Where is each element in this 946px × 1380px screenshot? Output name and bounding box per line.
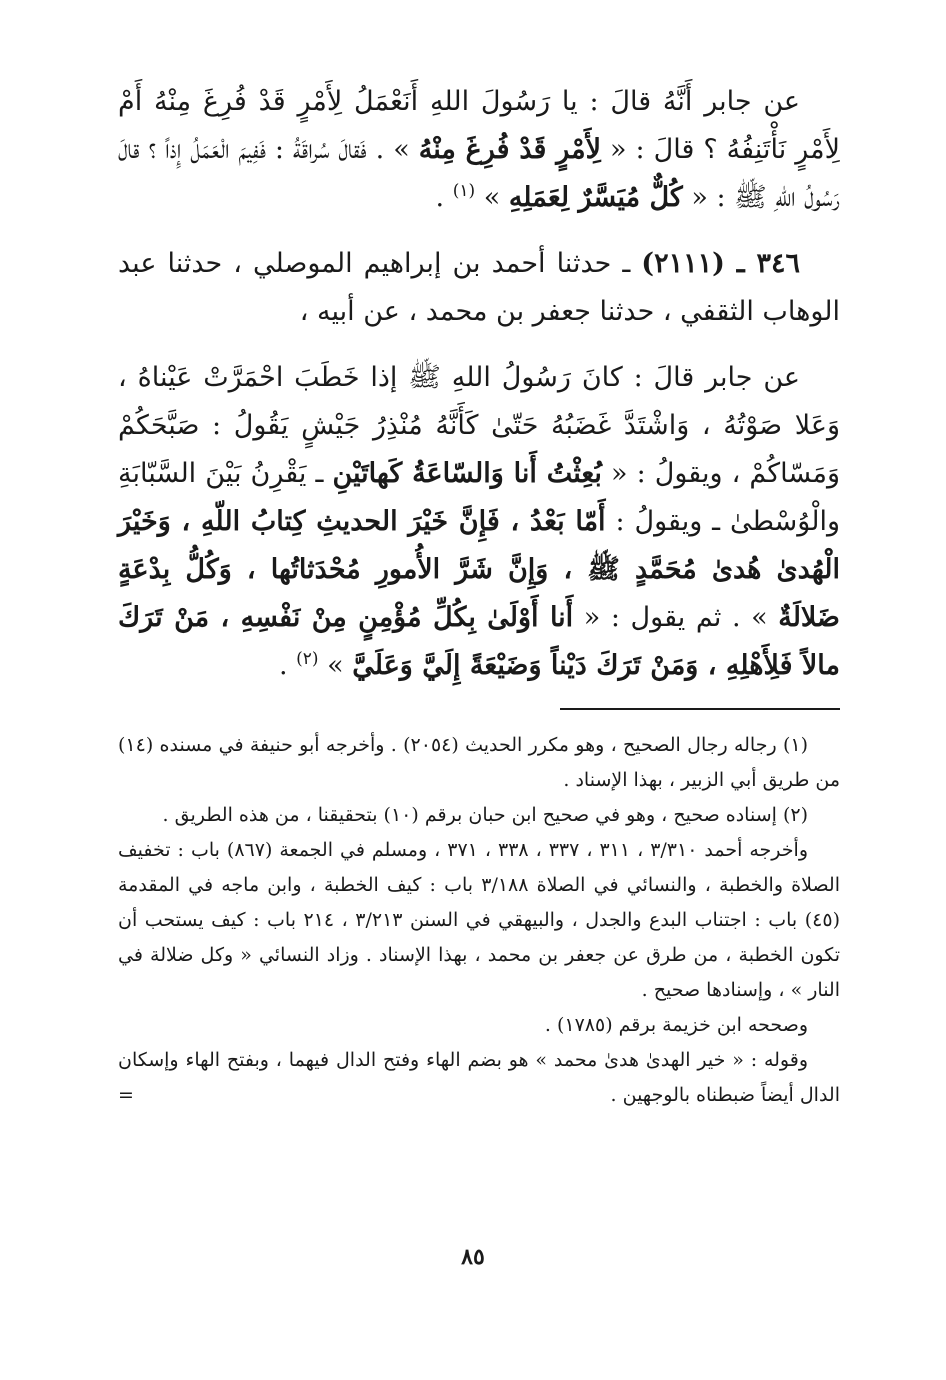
text-span: عبد الوهاب الثقفي ، حدثنا جعفر بن محمد ، عن أبيه ، <box>118 248 840 327</box>
hadith-345-text <box>118 78 840 222</box>
footnote-2-takhrij: وأخرجه أحمد ٣/٣١٠ ، ٣١١ ، ٣٣٧ ، ٣٣٨ ، ٣٧١ ، ومسلم في الجمعة (٨٦٧) باب : تخفيف الصلاة والخطبة ، والنسائي في الصلاة ٣/١٨٨ باب : كيف الخطبة ، وابن ماجه في المقدمة (٤٥) باب : اجتناب البدع والجدل ، والبيهقي في السنن ٣/٢١٣ ، ٢١٤ باب : كيف يستحب أن تكون الخطبة ، من طرق عن جعفر بن محمد ، بهذا الإسناد . وزاد النسائي « وكل ضلالة في النار » ، وإسنادها صحيح . <box>118 839 840 1001</box>
text-span: قالَ رَسُولُ اللهِ ﷺ : « <box>118 134 840 213</box>
text-span: . <box>435 182 453 213</box>
hadith-paragraph <box>118 354 840 690</box>
continuation-mark: = <box>118 1084 134 1106</box>
prophetic-speech: لِأَمْرٍ قَدْ فُرِغَ مِنْهُ <box>418 134 602 165</box>
prophetic-speech: أَنا أَوْلَىٰ بِكُلِّ مُؤْمِنٍ مِنْ نَفْسِهِ ، مَنْ تَرَكَ مالاً فَلِأَهْلِهِ ، وَمَنْ تَرَكَ دَيْناً وَضَيْعَةً إِلَيَّ وَعَلَيَّ <box>118 602 840 681</box>
text-span: » <box>483 182 509 213</box>
hadith-346-isnad <box>118 240 840 336</box>
prophetic-speech: أَمّا بَعْدُ ، فَإِنَّ خَيْرَ الحديثِ كِتابُ اللّهِ ، وَخَيْرَ الْهُدىٰ هُدىٰ مُحَمَّدٍ ﷺ ، وَإِنَّ شَرَّ الأُمورِ مُحْدَثاتُها ، وَكُلُّ بِدْعَةٍ ضَلالَةٌ <box>118 506 840 633</box>
footnote-2-tashih: وصححه ابن خزيمة برقم (١٧٨٥) . <box>544 1014 808 1036</box>
text-span: ـ حدثنا أحمد بن إبراهيم الموصلي ، حدثنا <box>167 248 642 279</box>
separator-line <box>560 708 840 710</box>
page-number: ٨٥ <box>461 1244 485 1270</box>
footnotes <box>118 728 840 1113</box>
footnote-1: (١) رجاله رجال الصحيح ، وهو مكرر الحديث (٢٠٥٤) . وأخرجه أبو حنيفة في مسنده (١٤) من طريق أبي الزبير ، بهذا الإسناد . <box>118 734 840 791</box>
text-span: » <box>327 650 353 681</box>
text-span: وقوله : « خير الهدىٰ هدىٰ محمد » هو بضم الهاء وفتح الدال فيهما ، وبفتح الهاء وإسكان الدال أيضاً ضبطناه بالوجهين . <box>118 1049 840 1106</box>
text-span: عن جابر قالَ : كانَ رَسُولُ اللهِ ﷺ إذا خَطَبَ احْمَرَّتْ عَيْناهُ ، وَعَلا صَوْتُهُ ، وَاشْتَدَّ غَضَبُهُ حَتّىٰ كَأَنَّهُ مُنْذِرُ جَيْشٍ يَقُولُ : صَبَّحَكُمْ وَمَسّاكُمْ ، ويقولُ : « <box>118 362 840 489</box>
text-span: عن جابر أَنَّهُ قالَ : يا رَسُولَ اللهِ أَنَعْمَلُ لِأَمْرٍ قَدْ فُرِغَ مِنْهُ أَمْ لِأَمْرٍ <box>118 86 840 165</box>
text-span: . <box>278 650 297 681</box>
main-text <box>118 78 840 690</box>
hadith-number: ٣٤٦ ـ (٢١١١) <box>641 248 800 279</box>
text-span: » . ثم يقول : « <box>573 602 779 633</box>
text-span: ـ يَقْرِنُ بَيْنَ السَّبّابَةِ والْوُسْطىٰ ـ ويقولُ : <box>118 458 841 537</box>
footnote-2-comment <box>118 1043 840 1113</box>
isnad-paragraph <box>118 240 840 336</box>
footnote-ref: (١) <box>452 181 476 201</box>
hadith-346-text <box>118 354 840 690</box>
prophetic-speech: بُعِثْتُ أَنا وَالسّاعَةُ كَهاتَيْنِ <box>332 458 602 489</box>
prophetic-speech: كُلٌّ مُيَسَّرٌ لِعَمَلِهِ <box>508 182 683 213</box>
footnote-ref: (٢) <box>296 649 319 669</box>
hadith-paragraph <box>118 78 840 222</box>
text-span: نَأْتَنِفُهُ ؟ قالَ : « <box>601 134 787 165</box>
footnote-2: (٢) إسناده صحيح ، وهو في صحيح ابن حبان برقم (١٠) بتحقيقنا ، من هذه الطريق . <box>162 804 808 826</box>
page-body <box>118 78 840 1113</box>
text-span: » . فَقالَ سُراقَةُ : فَفِيمَ الْعَمَلُ إِذاً ؟ <box>148 134 419 165</box>
footnote-separator <box>118 708 840 710</box>
